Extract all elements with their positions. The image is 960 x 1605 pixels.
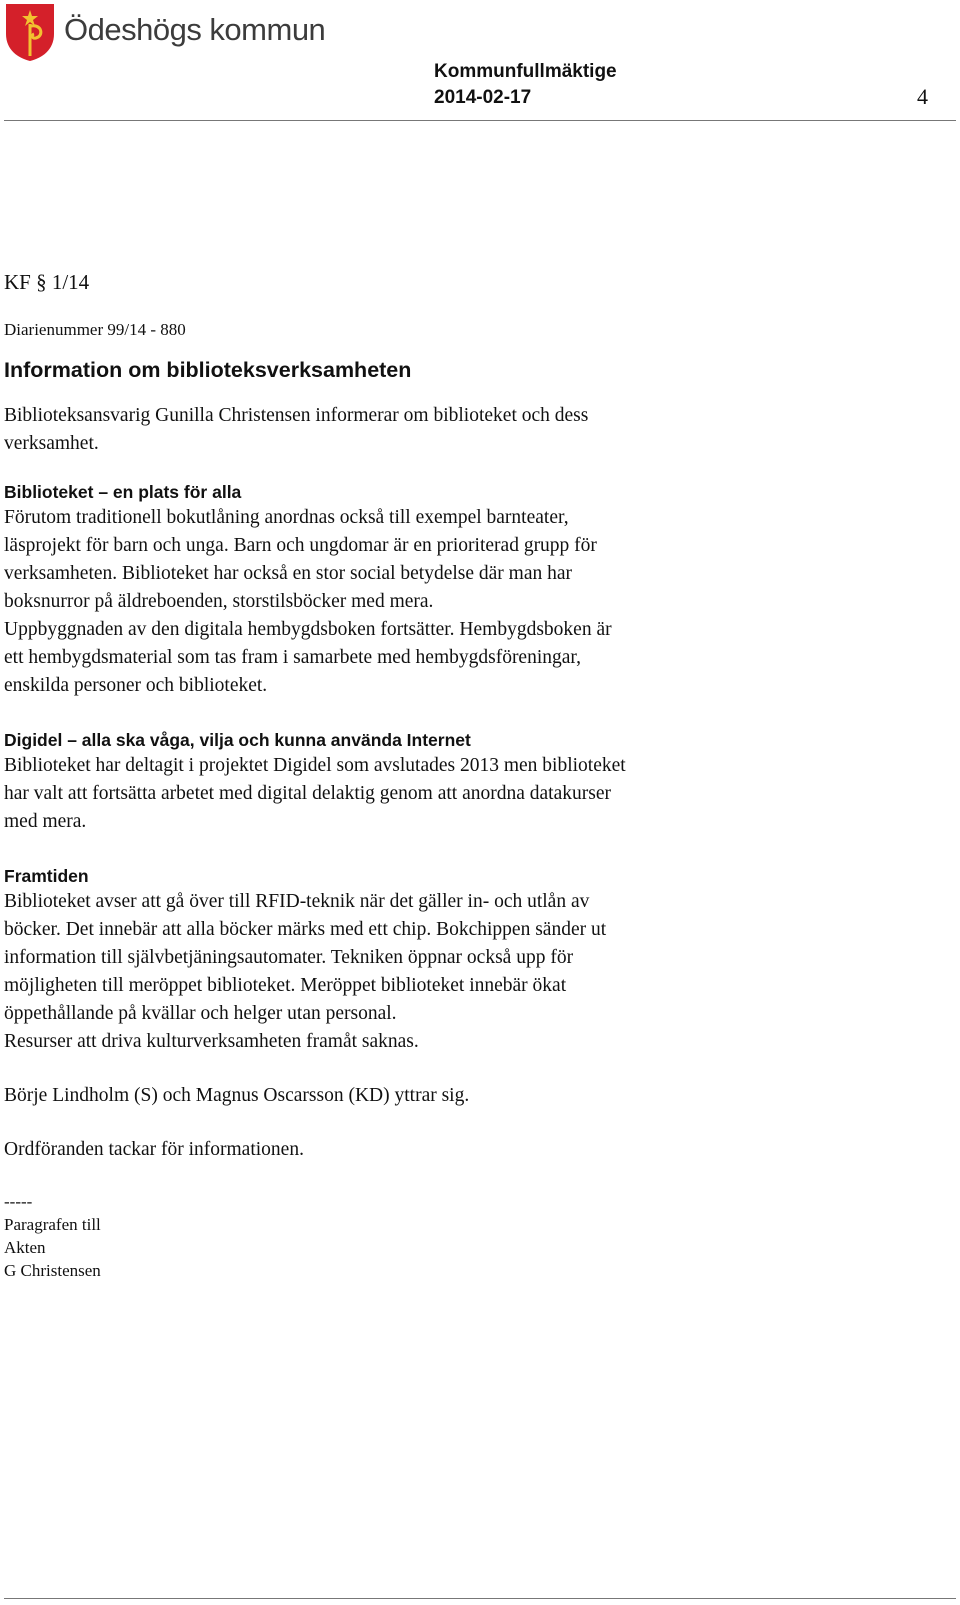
page-number: 4 xyxy=(917,84,928,109)
footer-note: Paragrafen till xyxy=(4,1215,101,1234)
body-line: Biblioteket har deltagit i projektet Digidel som avslutades 2013 men biblioteket xyxy=(4,755,626,776)
body-line: boksnurror på äldreboenden, storstilsböcker med mera. xyxy=(4,591,434,612)
header-date: 2014-02-17 xyxy=(434,87,532,108)
footer-note: ----- xyxy=(4,1192,33,1211)
intro-line: Biblioteksansvarig Gunilla Christensen informerar om biblioteket och dess xyxy=(4,405,589,426)
closing-line: Ordföranden tackar för informationen. xyxy=(4,1139,304,1160)
diarie-number: Diarienummer 99/14 - 880 xyxy=(4,320,186,339)
municipal-crest-icon xyxy=(4,2,58,62)
footer-divider xyxy=(4,1598,956,1599)
body-line: Förutom traditionell bokutlåning anordnas också till exempel barnteater, xyxy=(4,507,569,528)
body-line: böcker. Det innebär att alla böcker märks med ett chip. Bokchippen sänder ut xyxy=(4,919,607,940)
footer-note: Akten xyxy=(4,1238,46,1257)
body-line: öppethållande på kvällar och helger utan personal. xyxy=(4,1003,397,1024)
section-heading: Digidel – alla ska våga, vilja och kunna använda Internet xyxy=(4,730,471,750)
speakers-line: Börje Lindholm (S) och Magnus Oscarsson (KD) yttrar sig. xyxy=(4,1085,470,1106)
body-line: Uppbyggnaden av den digitala hembygdsboken fortsätter. Hembygdsboken är xyxy=(4,619,612,640)
body-line: möjligheten till meröppet biblioteket. Meröppet biblioteket innebär ökat xyxy=(4,975,567,996)
header-divider xyxy=(4,120,956,121)
logo xyxy=(4,2,326,62)
body-line: läsprojekt för barn och unga. Barn och ungdomar är en prioriterad grupp för xyxy=(4,535,597,556)
section-heading: Biblioteket – en plats för alla xyxy=(4,482,242,502)
intro-line: verksamhet. xyxy=(4,433,99,454)
body-line: verksamheten. Biblioteket har också en stor social betydelse där man har xyxy=(4,563,573,584)
section-heading: Framtiden xyxy=(4,866,89,886)
document-body xyxy=(4,270,944,1282)
body-line: ett hembygdsmaterial som tas fram i samarbete med hembygdsföreningar, xyxy=(4,647,582,668)
body-line: med mera. xyxy=(4,811,87,832)
org-name: Ödeshögs kommun xyxy=(64,12,326,47)
body-line: Biblioteket avser att gå över till RFID-teknik när det gäller in- och utlån av xyxy=(4,891,590,912)
body-line: enskilda personer och biblioteket. xyxy=(4,675,268,696)
body-line: Resurser att driva kulturverksamheten framåt saknas. xyxy=(4,1031,419,1052)
body-line: har valt att fortsätta arbetet med digital delaktig genom att anordna datakurser xyxy=(4,783,611,804)
header-body: Kommunfullmäktige xyxy=(434,61,617,82)
body-line: information till självbetjäningsautomater. Tekniken öppnar också upp för xyxy=(4,947,574,968)
page-title: Information om biblioteksverksamheten xyxy=(4,358,412,382)
footer-note: G Christensen xyxy=(4,1261,101,1280)
paragraph-reference: KF § 1/14 xyxy=(4,270,90,294)
